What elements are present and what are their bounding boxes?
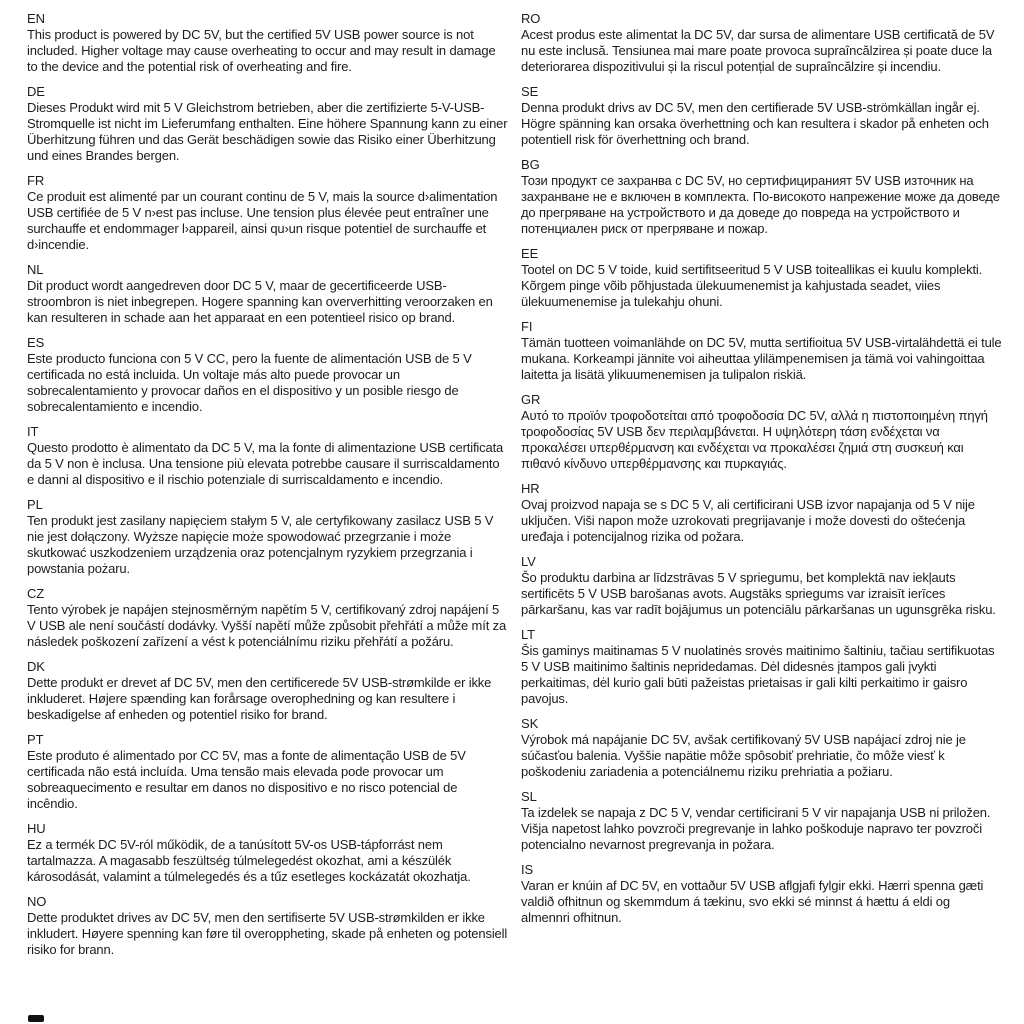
language-text: Dette produktet drives av DC 5V, men den sertifiserte 5V USB-strømkilden er ikke inkludert. Høyere spenning kan føre til overoppheting, skade på enheten og potensiell risiko for brann. (27, 910, 508, 957)
lang-block-bg (521, 157, 1002, 237)
language-code: HR (521, 481, 540, 496)
language-text: Ce produit est alimenté par un courant continu de 5 V, mais la source d›alimentation USB certifiée de 5 V n›est pas incluse. Une tension plus élevée peut entraîner une surchauffe et endommager l›appareil, ainsi qu›un risque potentiel de surchauffe et d›incendie. (27, 189, 498, 252)
right-column (521, 11, 1002, 1024)
lang-block-nl (27, 262, 508, 326)
left-column (27, 11, 508, 1024)
language-text: Αυτό το προϊόν τροφοδοτείται από τροφοδοσία DC 5V, αλλά η πιστοποιημένη πηγή τροφοδοσίας 5V USB δεν περιλαμβάνεται. Η υψηλότερη τάση ενδέχεται να προκαλέσει υπερθέρμανση και ενδέχεται να προκαλέσει ζημιά στη συσκευή και πιθανό κίνδυνο υπερθέρμανσης και πυρκαγιάς. (521, 408, 988, 471)
lang-block-se (521, 84, 1002, 148)
language-text: This product is powered by DC 5V, but the certified 5V USB power source is not included. Higher voltage may cause overheating to occur and may result in damage to the device and the potential risk of overheating and fire. (27, 27, 496, 74)
lang-block-en (27, 11, 508, 75)
language-code: PT (27, 732, 44, 747)
lang-block-ee (521, 246, 1002, 310)
lang-block-sl (521, 789, 1002, 853)
lang-block-dk (27, 659, 508, 723)
lang-block-pl (27, 497, 508, 577)
lang-block-no (27, 894, 508, 958)
language-code: DE (27, 84, 45, 99)
language-code: EN (27, 11, 45, 26)
lang-block-it (27, 424, 508, 488)
language-text: Dit product wordt aangedreven door DC 5 V, maar de gecertificeerde USB-stroombron is niet inbegrepen. Hogere spanning kan oververhitting veroorzaken en kan resulteren in schade aan het apparaat en een potentieel risico op brand. (27, 278, 493, 325)
language-text: Questo prodotto è alimentato da DC 5 V, ma la fonte di alimentazione USB certificata da 5 V non è inclusa. Una tensione più elevata potrebbe causare il surriscaldamento e danni al dispositivo e il rischio potenziale di surriscaldamento e incendio. (27, 440, 504, 487)
language-text: Ovaj proizvod napaja se s DC 5 V, ali certificirani USB izvor napajanja od 5 V nije uključen. Viši napon može uzrokovati pregrijavanje i može dovesti do oštećenja uređaja i potencijalnog rizika od požara. (521, 497, 975, 544)
language-code: IS (521, 862, 534, 877)
language-text: Tootel on DC 5 V toide, kuid sertifitseeritud 5 V USB toiteallikas ei kuulu komplekti. Kõrgem pinge võib põhjustada ülekuumenemist ja kahjustada seadet, viies ülekuumenemise ja tulekahju ohuni. (521, 262, 983, 309)
language-code: NO (27, 894, 47, 909)
language-text: Ta izdelek se napaja z DC 5 V, vendar certificirani 5 V vir napajanja USB ni priložen. Višja napetost lahko povzroči pregrevanje in lahko poškoduje napravo ter povzroči potencialno nevarnost pregrevanja in požara. (521, 805, 991, 852)
language-text: Dette produkt er drevet af DC 5V, men den certificerede 5V USB-strømkilde er ikke inkluderet. Højere spænding kan forårsage overophedning og kan resultere i beskadigelse af enheden og potentiel risiko for brand. (27, 675, 492, 722)
language-text: Ten produkt jest zasilany napięciem stałym 5 V, ale certyfikowany zasilacz USB 5 V nie jest dołączony. Wyższe napięcie może spowodować przegrzanie i może skutkować uszkodzeniem urządzenia oraz potencjalnym ryzykiem przegrzania i powstania pożaru. (27, 513, 494, 576)
language-code: IT (27, 424, 39, 439)
lang-block-lv (521, 554, 1002, 618)
language-code: SK (521, 716, 539, 731)
language-text: Dieses Produkt wird mit 5 V Gleichstrom betrieben, aber die zertifizierte 5-V-USB-Stromquelle ist nicht im Lieferumfang enthalten. Eine höhere Spannung kann zu einer Überhitzung führen und das Gerät beschädigen sowie das Risiko einer Überhitzung und eines Brandes bergen. (27, 100, 508, 163)
language-code: PL (27, 497, 43, 512)
lang-block-gr (521, 392, 1002, 472)
language-code: HU (27, 821, 46, 836)
page-corner-mark (28, 1015, 44, 1022)
language-code: RO (521, 11, 541, 26)
language-code: ES (27, 335, 45, 350)
lang-block-pt (27, 732, 508, 812)
language-text: Този продукт се захранва с DC 5V, но сертифицираният 5V USB източник на захранване не е включен в комплекта. По-високото напрежение може да доведе до прегряване на устройството и да доведе до повреда на устройството и потенциален риск от прегряване и пожар. (521, 173, 1000, 236)
language-code: BG (521, 157, 540, 172)
lang-block-es (27, 335, 508, 415)
language-code: FI (521, 319, 533, 334)
language-code: EE (521, 246, 539, 261)
lang-block-fi (521, 319, 1002, 383)
language-text: Šis gaminys maitinamas 5 V nuolatinės srovės maitinimo šaltiniu, tačiau sertifikuotas 5 V USB maitinimo šaltinis nepridedamas. Dėl didesnės įtampos gali įvykti perkaitimas, dėl kurio gali būti pažeistas prietaisas ir gali kilti perkaitimo ir gaisro pavojus. (521, 643, 995, 706)
language-text: Šo produktu darbina ar līdzstrāvas 5 V spriegumu, bet komplektā nav iekļauts sertificēts 5 V USB barošanas avots. Augstāks spriegums var izraisīt ierīces pārkaršanu, kas var radīt bojājumus un potenciālu pārkaršanas un ugunsgrēka risku. (521, 570, 996, 617)
language-text: Varan er knúin af DC 5V, en vottaður 5V USB aflgjafi fylgir ekki. Hærri spenna gæti valdið ofhitnun og skemmdum á tækinu, svo ekki sé minnst á hættu á eldi og almennri ofhitnun. (521, 878, 984, 925)
language-code: LV (521, 554, 536, 569)
language-text: Denna produkt drivs av DC 5V, men den certifierade 5V USB-strömkällan ingår ej. Högre spänning kan orsaka överhettning och kan resultera i skador på enheten och potentiell risk för överhettning och brand. (521, 100, 989, 147)
language-code: SL (521, 789, 537, 804)
lang-block-ro (521, 11, 1002, 75)
lang-block-hr (521, 481, 1002, 545)
language-code: FR (27, 173, 45, 188)
language-text: Tämän tuotteen voimanlähde on DC 5V, mutta sertifioitua 5V USB-virtalähdettä ei tule mukana. Korkeampi jännite voi aiheuttaa ylilämpenemisen ja tämä voi vahingoittaa laitetta ja lisätä ylikuumenemisen ja tulipalon riskiä. (521, 335, 1002, 382)
lang-block-hu (27, 821, 508, 885)
language-text: Tento výrobek je napájen stejnosměrným napětím 5 V, certifikovaný zdroj napájení 5 V USB ale není součástí dodávky. Vyšší napětí může způsobit přehřátí a může mít za následek poškození zařízení a vést k potenciálnímu riziku přehřátí a požáru. (27, 602, 507, 649)
language-code: NL (27, 262, 44, 277)
language-code: GR (521, 392, 541, 407)
language-text: Este produto é alimentado por CC 5V, mas a fonte de alimentação USB de 5V certificada não está incluída. Uma tensão mais elevada pode provocar um sobreaquecimento e resultar em danos no dispositivo e no risco potencial de incêndio. (27, 748, 466, 811)
lang-block-de (27, 84, 508, 164)
lang-block-lt (521, 627, 1002, 707)
language-text: Este producto funciona con 5 V CC, pero la fuente de alimentación USB de 5 V certificada no está incluida. Un voltaje más alto puede provocar un sobrecalentamiento y provocar daños en el dispositivo y un posible riesgo de sobrecalentamiento e incendio. (27, 351, 472, 414)
language-text: Výrobok má napájanie DC 5V, avšak certifikovaný 5V USB napájací zdroj nie je súčasťou balenia. Vyššie napätie môže spôsobiť prehriatie, čo môže viesť k poškodeniu zariadenia a potenciálnemu riziku prehriatia a požiaru. (521, 732, 966, 779)
language-code: SE (521, 84, 539, 99)
language-code: LT (521, 627, 536, 642)
language-text: Acest produs este alimentat la DC 5V, dar sursa de alimentare USB certificată de 5V nu este inclusă. Tensiunea mai mare poate provoca supraîncălzirea și poate duce la deteriorarea dispozitivului și la riscul potențial de supraîncălzire și incendiu. (521, 27, 995, 74)
language-text: Ez a termék DC 5V-ról működik, de a tanúsított 5V-os USB-tápforrást nem tartalmazza. A magasabb feszültség túlmelegedést okozhat, ami a készülék károsodását, valamint a túlmelegedés és a tűz esetleges kockázatát okozhatja. (27, 837, 471, 884)
language-code: DK (27, 659, 45, 674)
lang-block-sk (521, 716, 1002, 780)
lang-block-fr (27, 173, 508, 253)
lang-block-is (521, 862, 1002, 926)
language-code: CZ (27, 586, 45, 601)
lang-block-cz (27, 586, 508, 650)
